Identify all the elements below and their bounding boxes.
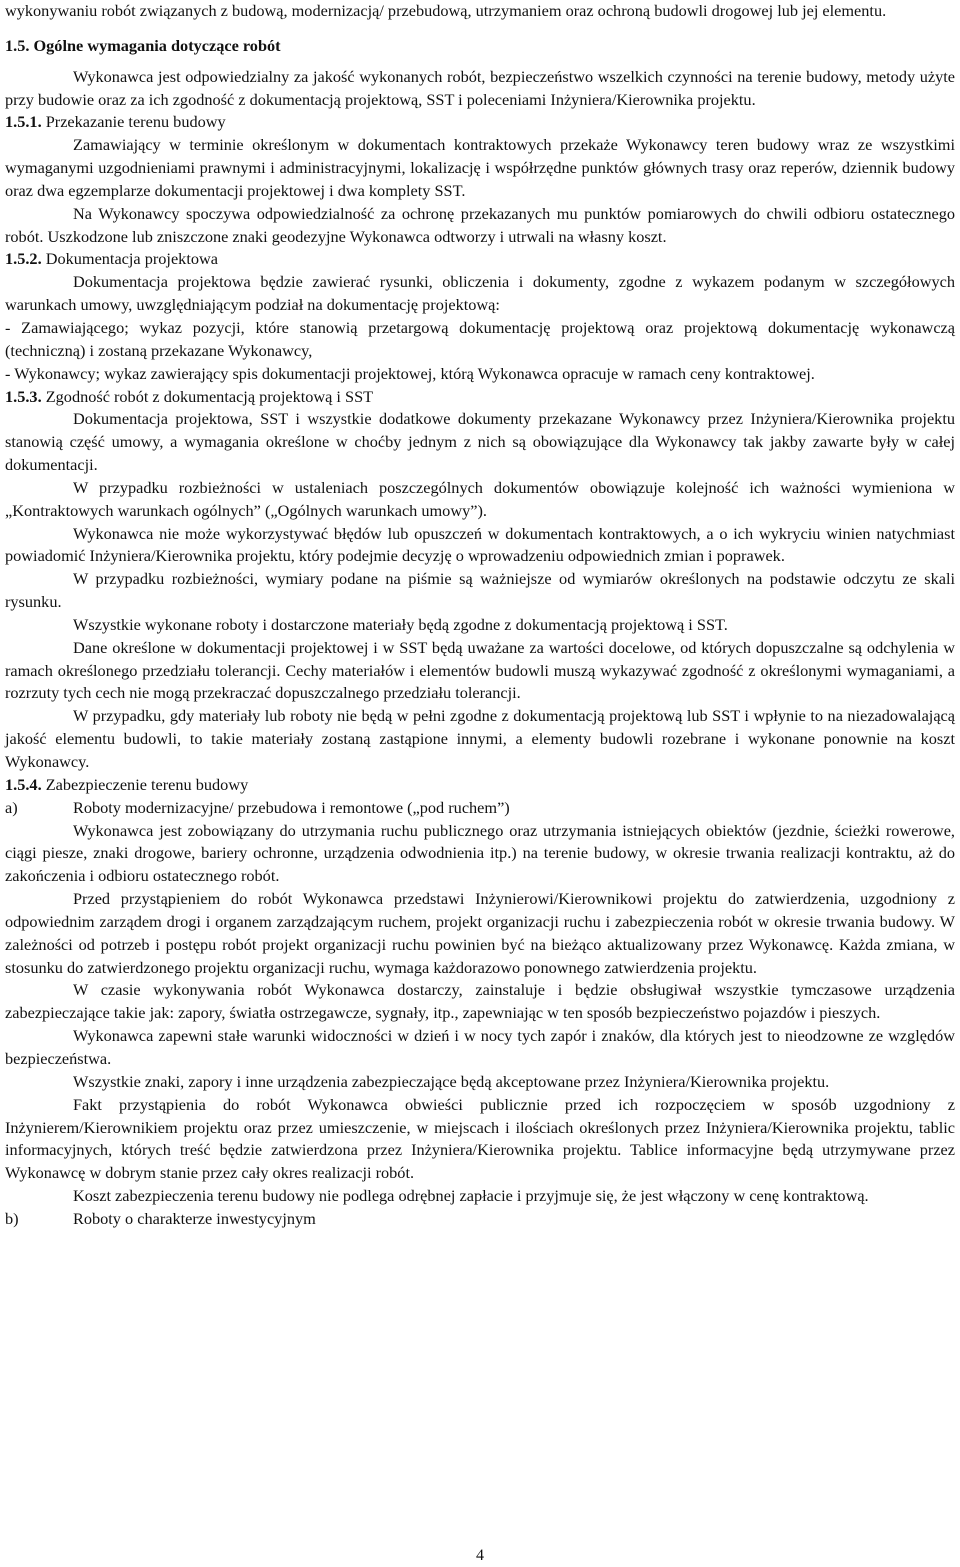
section-number: 1.5.2. — [5, 249, 42, 269]
section-title: Przekazanie terenu budowy — [45, 112, 226, 132]
paragraph: Fakt przystąpienia do robót Wykonawca obwieści publicznie przed ich rozpoczęciem w sposób uzgodniony z Inżynierem/Kierownikiem projektu oraz przez umieszczenie, w miejscach i ilościach określonych przez Inżyniera/Kierownika projektu, tablic informacyjnych, których treść będzie zatwierdzona przez Inżyniera/Kierownika projektu. Tablice informacyjne będą utrzymywane przez Wykonawcę w dobrym stanie przez cały okres realizacji robót. — [5, 1094, 955, 1183]
paragraph: Wszystkie wykonane roboty i dostarczone materiały będą zgodne z dokumentacją projektową i SST. — [73, 614, 728, 634]
paragraph: Dokumentacja projektowa będzie zawierać rysunki, obliczenia i dokumenty, zgodne z wykazem podanym w szczegółowych warunkach umowy, uwzględniającym podział na dokumentację projektową: — [5, 272, 955, 315]
section-number: 1.5.4. — [5, 774, 42, 794]
list-text: Roboty o charakterze inwestycyjnym — [73, 1208, 316, 1228]
section-heading-1-5-4 — [5, 774, 955, 797]
section-title: Zgodność robót z dokumentacją projektową i SST — [45, 386, 374, 406]
paragraph: Dokumentacja projektowa, SST i wszystkie dodatkowe dokumenty przekazane Wykonawcy przez Inżyniera/Kierownika projektu stanowią część umowy, a wymagania określone w choćby jednym z nich są obowiązujące dla Wykonawcy tak jakby zawarte były w całej dokumentacji. — [5, 409, 955, 475]
list-item-b — [5, 1208, 955, 1231]
paragraph: Wykonawca nie może wykorzystywać błędów lub opuszczeń w dokumentach kontraktowych, a o ich wykryciu winien natychmiast powiadomić Inżyniera/Kierownika projektu, który podejmie decyzję o wprowadzeniu odpowiednich zmian i poprawek. — [5, 523, 955, 566]
section-number: 1.5.1. — [5, 112, 42, 132]
paragraph: Wszystkie znaki, zapory i inne urządzenia zabezpieczające będą akceptowane przez Inżyniera/Kierownika projektu. — [73, 1071, 830, 1091]
paragraph: Zamawiający w terminie określonym w dokumentach kontraktowych przekaże Wykonawcy teren budowy wraz ze wszystkimi wymaganymi uzgodnieniami prawnymi i administracyjnymi, lokalizację i współrzędne punktów głównych trasy oraz reperów, dziennik budowy oraz dwa egzemplarze dokumentacji projektowej i dwa komplety SST. — [5, 135, 955, 200]
paragraph: W czasie wykonywania robót Wykonawca dostarczy, zainstaluje i będzie obsługiwał wszystkie tymczasowe urządzenia zabezpieczające takie jak: zapory, światła ostrzegawcze, sygnały, itp., zapewniając w ten sposób bezpieczeństwo pojazdów i pieszych. — [5, 980, 955, 1023]
section-heading-1-5-1 — [5, 111, 955, 134]
paragraph: Na Wykonawcy spoczywa odpowiedzialność za ochronę przekazanych mu punktów pomiarowych do chwili odbioru ostatecznego robót. Uszkodzone lub zniszczone znaki geodezyjne Wykonawca odtworzy i utrwali na własny koszt. — [5, 203, 955, 246]
document-page — [5, 0, 955, 1231]
opening-paragraph: wykonywaniu robót związanych z budową, modernizacją/ przebudową, utrzymaniem oraz ochroną budowli drogowej lub jej elementu. — [5, 1, 887, 20]
list-text: Roboty modernizacyjne/ przebudowa i remontowe („pod ruchem”) — [73, 797, 510, 817]
section-number: 1.5. — [5, 35, 30, 55]
paragraph: Wykonawca jest zobowiązany do utrzymania ruchu publicznego oraz utrzymania istniejących obiektów (jezdnie, ścieżki rowerowe, ciągi piesze, znaki drogowe, bariery ochronne, urządzenia odwodnienia itp.) na terenie budowy, w okresie trwania realizacji kontraktu, aż do zakończenia i odbioru ostatecznego robót. — [5, 820, 955, 886]
section-heading-1-5-2 — [5, 248, 955, 271]
paragraph: Dane określone w dokumentacji projektowej i w SST będą uważane za wartości docelowe, od których dopuszczalne są odchylenia w ramach określonego przedziału tolerancji. Cechy materiałów i elementów budowli muszą wykazywać zgodność z określonymi wymaganiami, a rozrzuty tych cech nie mogą przekraczać dopuszczalnego przedziału tolerancji. — [5, 637, 955, 703]
paragraph: W przypadku, gdy materiały lub roboty nie będą w pełni zgodne z dokumentacją projektową lub SST i wpłynie to na niezadowalającą jakość elementu budowli, to takie materiały zostaną zastąpione innymi, a elementy budowli rozebrane i wykonane ponownie na koszt Wykonawcy. — [5, 706, 955, 771]
section-1-5-intro: Wykonawca jest odpowiedzialny za jakość wykonanych robót, bezpieczeństwo wszelkich czynności na terenie budowy, metody użyte przy budowie oraz za ich zgodność z dokumentacją projektową, SST i poleceniami Inżyniera/Kierownika projektu. — [5, 66, 955, 109]
paragraph: W przypadku rozbieżności, wymiary podane na piśmie są ważniejsze od wymiarów określonych na podstawie odczytu ze skali rysunku. — [5, 569, 955, 612]
section-number: 1.5.3. — [5, 386, 42, 406]
paragraph: W przypadku rozbieżności w ustaleniach poszczególnych dokumentów obowiązuje kolejność ich ważności wymieniona w „Kontraktowych warunkach ogólnych” („Ogólnych warunkach umowy”). — [5, 477, 955, 520]
section-heading-1-5 — [5, 35, 955, 58]
list-item: - Zamawiającego; wykaz pozycji, które stanowią przetargową dokumentację projektową oraz projektową dokumentację wykonawczą (techniczną) i zostaną przekazane Wykonawcy, — [5, 317, 955, 360]
section-heading-1-5-3 — [5, 386, 955, 409]
paragraph: Przed przystąpieniem do robót Wykonawca przedstawi Inżynierowi/Kierownikowi projektu do zatwierdzenia, uzgodniony z odpowiednim zarządem drogi i organem zarządzającym ruchem, projekt organizacji ruchu i zabezpieczenia robót w okresie trwania budowy. W zależności od potrzeb i postępu robót projekt organizacji ruchu powinien być na bieżąco aktualizowany przez Wykonawcę. Każda zmiana, w stosunku do zatwierdzonego projektu organizacji ruchu, wymaga każdorazowo ponownego zatwierdzenia projektu. — [5, 889, 955, 977]
list-item-a — [5, 797, 955, 820]
list-marker: b) — [5, 1208, 19, 1228]
paragraph: Wykonawca zapewni stałe warunki widoczności w dzień i w nocy tych zapór i znaków, dla których jest to nieodzowne ze względów bezpieczeństwa. — [5, 1026, 955, 1068]
page-number: 4 — [476, 1547, 484, 1564]
section-title: Dokumentacja projektowa — [45, 249, 218, 269]
paragraph: Koszt zabezpieczenia terenu budowy nie podlega odrębnej zapłacie i przyjmuje się, że jest włączony w cenę kontraktową. — [73, 1186, 869, 1206]
list-marker: a) — [5, 797, 18, 817]
list-item: - Wykonawcy; wykaz zawierający spis dokumentacji projektowej, którą Wykonawca opracuje w ramach ceny kontraktowej. — [5, 363, 815, 383]
section-title: Ogólne wymagania dotyczące robót — [33, 35, 281, 55]
section-title: Zabezpieczenie terenu budowy — [45, 774, 249, 794]
